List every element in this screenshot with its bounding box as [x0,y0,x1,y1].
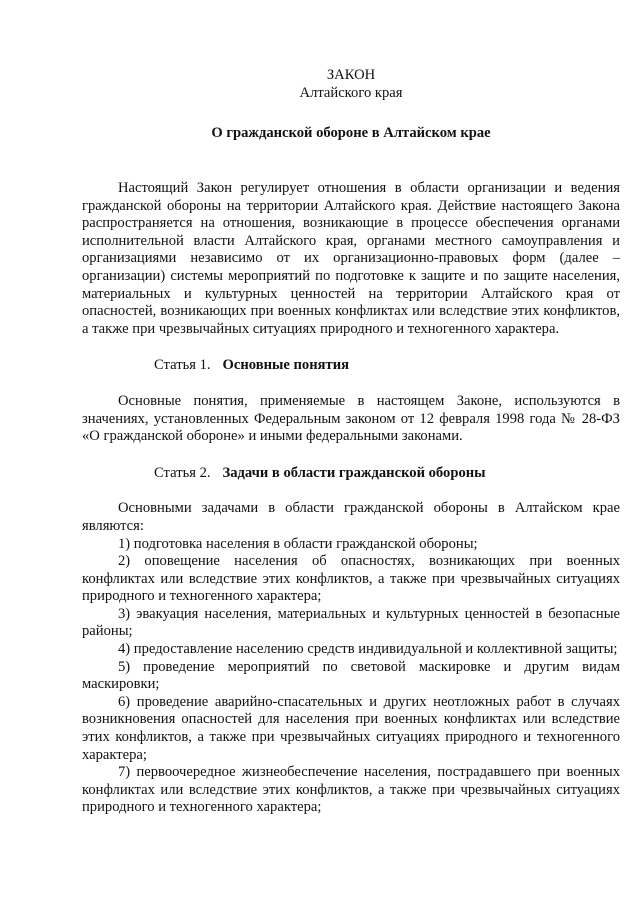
document-header [82,66,620,142]
article-2-title: Задачи в области гражданской обороны [222,464,486,481]
list-item: 4) предоставление населению средств индивидуальной и коллективной защиты; [118,641,618,658]
article-2-intro: Основными задачами в области гражданской обороны в Алтайском крае являются: [82,500,620,534]
article-1-title: Основные понятия [222,357,350,374]
article-2-number: Статья 2. [154,464,211,481]
region-label: Алтайского края [299,85,403,101]
list-item: 7) первоочередное жизнеобеспечение населения, пострадавшего при военных конфликтах или вследствие этих конфликтов, а также при чрезвычайных ситуациях природного и техногенного характера; [82,764,620,816]
article-1-text: Основные понятия, применяемые в настоящем Законе, используются в значениях, установленных Федеральным законом от 12 февраля 1998 года № 28-ФЗ «О гражданской обороне» и иными федеральными законами. [82,392,620,445]
article-2-heading [82,465,620,483]
list-item: 3) эвакуация населения, материальных и культурных ценностей в безопасные районы; [82,605,620,640]
list-item: 1) подготовка населения в области гражданской обороны; [118,535,478,552]
article-1-heading [82,357,620,375]
article-1-number: Статья 1. [154,357,211,374]
list-item: 5) проведение мероприятий по световой маскировке и другим видам маскировки; [82,658,620,693]
law-label: ЗАКОН [326,67,376,83]
document-page [82,66,620,817]
list-item: 2) оповещение населения об опасностях, возникающих при военных конфликтах или вследствие этих конфликтов, а также при чрезвычайных ситуациях природного и техногенного характера; [82,553,620,605]
list-item: 6) проведение аварийно-спасательных и других неотложных работ в случаях возникновения опасностей для населения при военных конфликтах или вследствие этих конфликтов, а также при чрезвычайных ситуациях природного и техногенного характера; [82,693,620,763]
document-title: О гражданской обороне в Алтайском крае [211,125,491,141]
preamble-paragraph: Настоящий Закон регулирует отношения в области организации и ведения гражданской обороны на территории Алтайского края. Действие настоящего Закона распространяется на отношения, возникающие в процессе обеспечения органами исполнительной власти Алтайского края, органами местного самоуправления и организациями независимо от их организационно-правовых форм (далее – организации) системы мероприятий по подготовке к защите и по защите населения, материальных и культурных ценностей на территории Алтайского края от опасностей, возникающих при военных конфликтах или вследствие этих конфликтов, а также при чрезвычайных ситуациях природного и техногенного характера. [82,180,620,337]
